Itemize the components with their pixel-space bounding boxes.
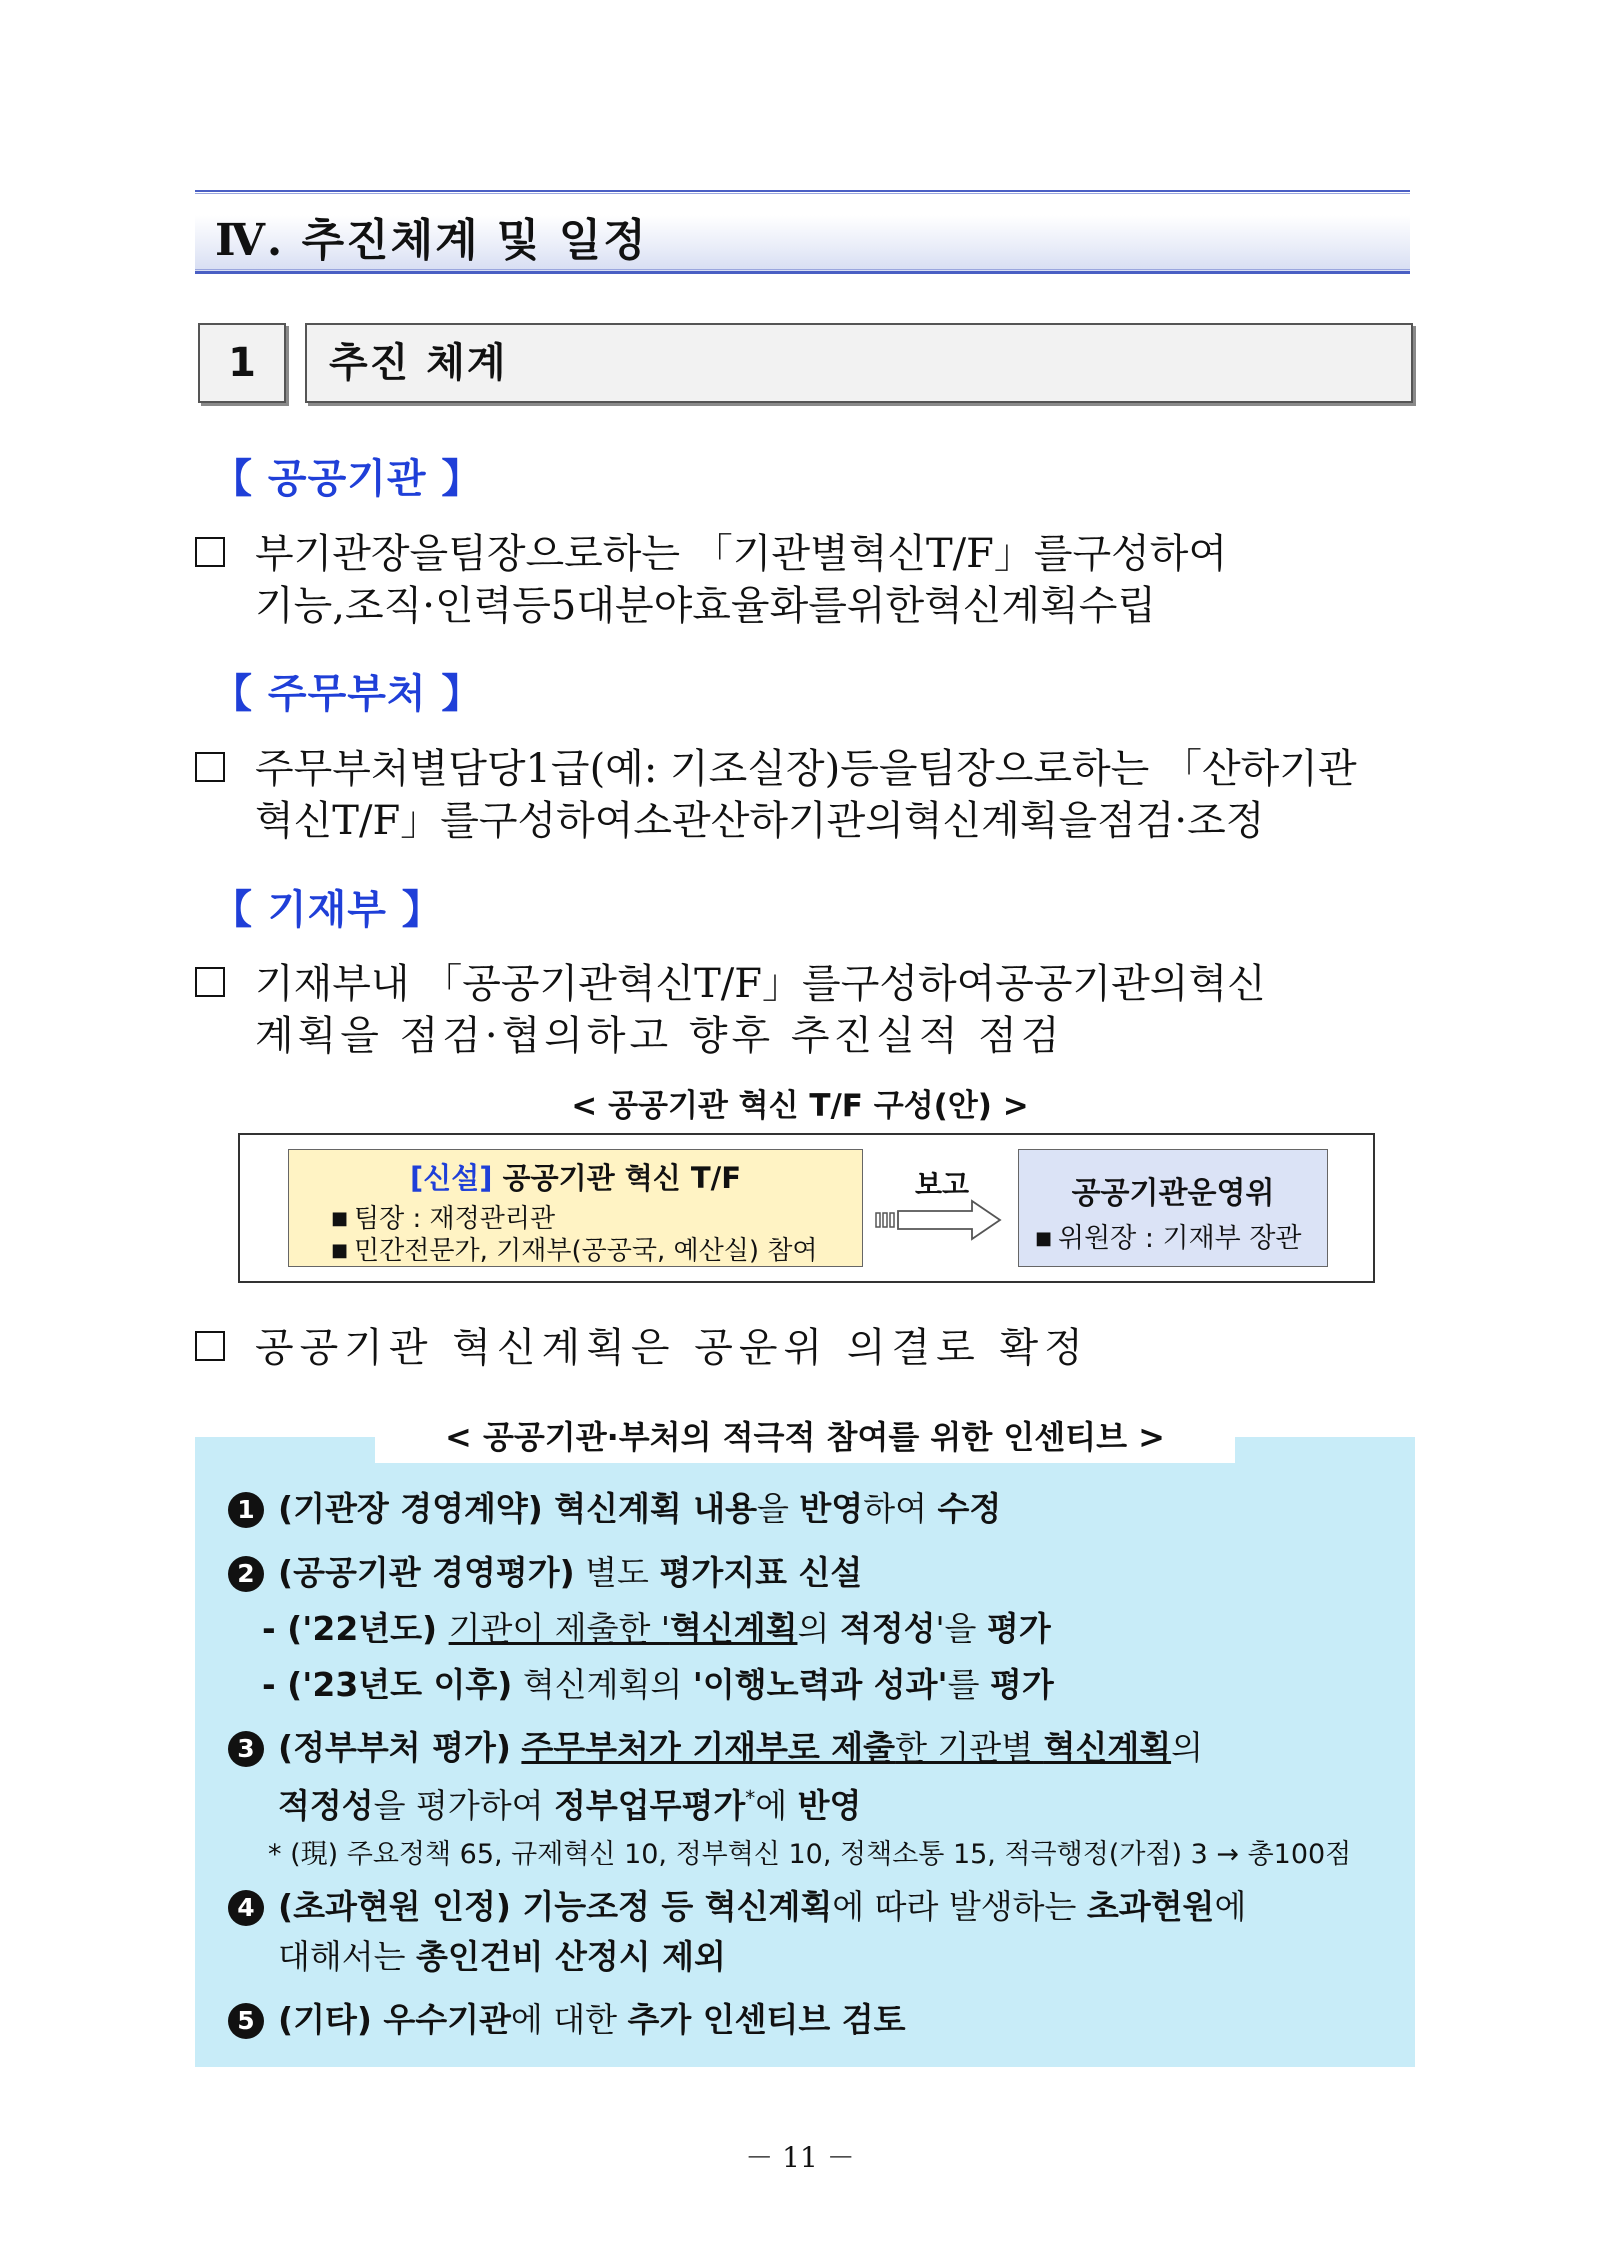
checkbox-icon	[195, 1331, 225, 1361]
number-badge: 2	[228, 1556, 264, 1592]
section-title: 추진 체계	[305, 323, 1413, 403]
header-top-rule	[195, 190, 1410, 194]
paragraph-mosf	[195, 958, 1415, 1062]
paragraph-ministries	[195, 743, 1415, 847]
committee-item: ■ 위원장 : 기재부 장관	[1035, 1223, 1302, 1254]
square-bullet-icon: ■	[1035, 1228, 1053, 1249]
group-heading-ministries: 【 주무부처 】	[212, 671, 483, 717]
incentive-item-4: 4 (초과현원 인정) 기능조정 등 혁신계획에 따라 발생하는 초과현원에	[228, 1885, 1246, 1929]
incentive-caption: < 공공기관·부처의 적극적 참여를 위한 인센티브 >	[375, 1411, 1235, 1463]
innovation-tf-box	[288, 1149, 863, 1267]
tf-structure-diagram	[238, 1133, 1375, 1283]
incentive-item-3-continued: 적정성을 평가하여 정부업무평가*에 반영	[278, 1786, 862, 1825]
incentive-item-3: 3 (정부부처 평가) 주무부처가 기재부로 제출한 기관별 혁신계획의	[228, 1726, 1203, 1770]
number-badge: 5	[228, 2003, 264, 2039]
checkbox-icon	[195, 967, 225, 997]
checkbox-icon	[195, 752, 225, 782]
paragraph-public-institutions	[195, 528, 1415, 632]
incentive-item-5: 5 (기타) 우수기관에 대한 추가 인센티브 검토	[228, 1998, 906, 2042]
page-number: － 11 －	[745, 2141, 855, 2174]
checkbox-icon	[195, 537, 225, 567]
chapter-title: Ⅳ. 추진체계 및 일정	[215, 215, 648, 266]
square-bullet-icon: ■	[331, 1240, 349, 1261]
group-heading-mosf: 【 기재부 】	[212, 887, 443, 933]
square-bullet-icon: ■	[331, 1208, 349, 1229]
chapter-header	[195, 190, 1410, 274]
paragraph-line: 주무부처별담당1급(예: 기조실장)등을팀장으로하는 「산하기관	[255, 746, 1357, 792]
incentive-item-2: 2 (공공기관 경영평가) 별도 평가지표 신설	[228, 1551, 862, 1595]
paragraph-line: 부기관장을팀장으로하는 「기관별혁신T/F」를구성하여	[255, 531, 1228, 577]
paragraph-line: 기재부내 「공공기관혁신T/F」를구성하여공공기관의혁신	[255, 961, 1266, 1007]
paragraph-confirmation	[195, 1322, 1415, 1374]
committee-title: 공공기관운영위	[1071, 1176, 1275, 1211]
paragraph-line: 혁신T/F」를구성하여소관산하기관의혁신계획을점검·조정	[255, 798, 1265, 844]
header-bottom-rule	[195, 269, 1410, 274]
tf-item: ■ 팀장 : 재정관리관	[331, 1204, 556, 1234]
tf-new-tag: [신설]	[409, 1161, 493, 1195]
arrow-label: 보고	[915, 1168, 970, 1201]
tf-item: ■ 민간전문가, 기재부(공공국, 예산실) 참여	[331, 1236, 818, 1266]
number-badge: 1	[228, 1492, 264, 1528]
incentive-item-1: 1 (기관장 경영계약) 혁신계획 내용을 반영하여 수정	[228, 1487, 1001, 1531]
incentive-item-4-continued: 대해서는 총인건비 산정시 제외	[278, 1937, 726, 1976]
incentive-subitem-2023: - ('23년도 이후) 혁신계획의 '이행노력과 성과'를 평가	[262, 1665, 1054, 1704]
group-heading-public-institutions: 【 공공기관 】	[212, 456, 483, 502]
number-badge: 4	[228, 1890, 264, 1926]
evaluation-score-note: * (現) 주요정책 65, 규제혁신 10, 정부혁신 10, 정책소통 15, 적극행정(가점) 3 → 총100점	[268, 1839, 1352, 1870]
tf-box-title	[289, 1156, 862, 1197]
paragraph-line: 계획을 점검·협의하고 향후 추진실적 점검	[255, 1013, 1064, 1059]
section-number: 1	[198, 323, 286, 403]
committee-box	[1018, 1149, 1328, 1267]
diagram-caption: < 공공기관 혁신 T/F 구성(안) >	[571, 1088, 1029, 1124]
incentive-subitem-2022: - ('22년도) 기관이 제출한 '혁신계획의 적정성'을 평가	[262, 1609, 1051, 1648]
number-badge: 3	[228, 1731, 264, 1767]
right-arrow-icon	[872, 1197, 1012, 1247]
tf-title: 공공기관 혁신 T/F	[502, 1161, 742, 1195]
paragraph-line: 기능,조직·인력등5대분야효율화를위한혁신계획수립	[255, 583, 1156, 629]
paragraph-line: 공공기관 혁신계획은 공운위 의결로 확정	[255, 1325, 1089, 1371]
